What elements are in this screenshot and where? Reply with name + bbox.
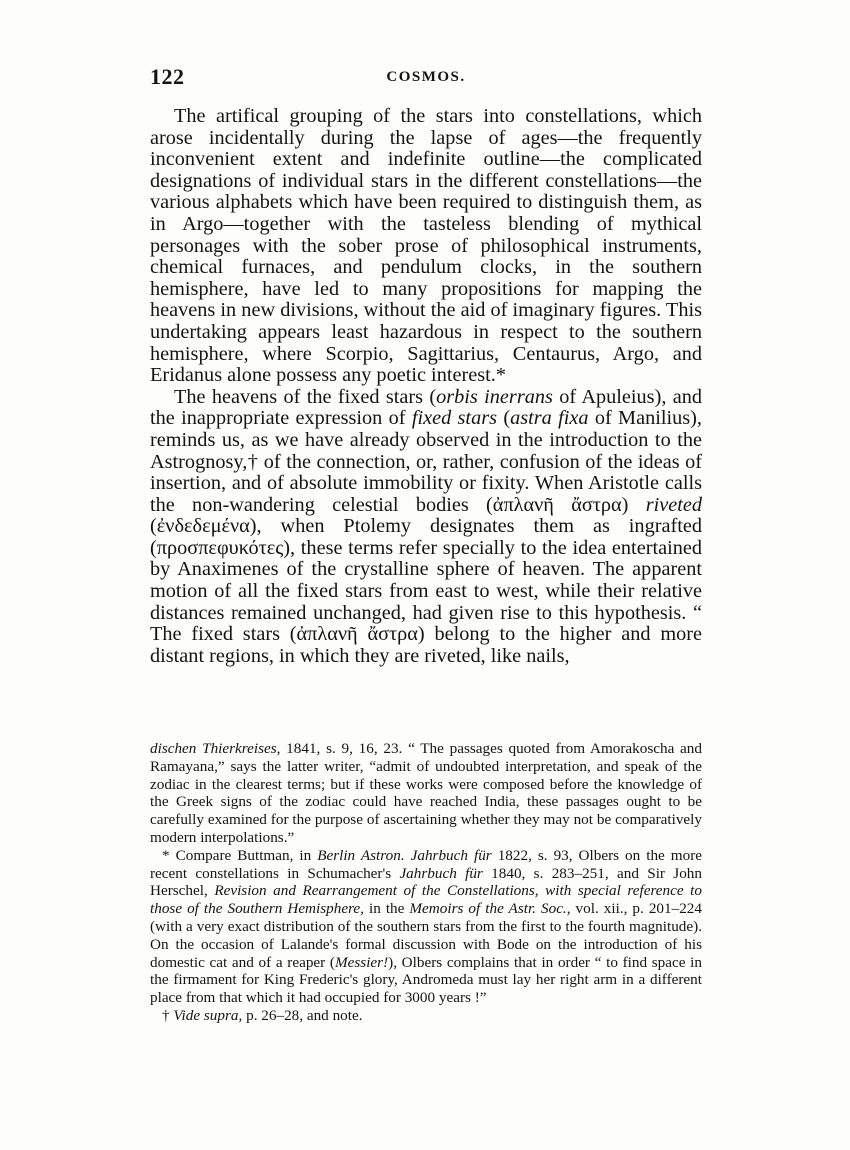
footnote-star: * Compare Buttman, in Berlin Astron. Jahrbuch für 1822, s. 93, Olbers on the more recent constellations in Schumacher's Jahrbuch für 1840, s. 283–251, and Sir John Herschel, Revision and Rearrangement of the Constellations, with special reference to those of the Southern Hemisphere, in the Memoirs of the Astr. Soc., vol. xii., p. 201–224 (with a very exact distribution of the southern stars from the first to the fourth magnitude). On the occasion of Lalande's formal discussion with Bode on the introduction of his domestic cat and of a reaper (Messier!), Olbers complains that in order “ to find space in the firmament for King Frederic's glory, Andromeda must lay her right arm in a different place from that which it had occupied for 3000 years !” [150,846,702,1007]
page-number: 122 [150,64,185,89]
paragraph-constellations: The artifical grouping of the stars into constellations, which arose incidentally during the lapse of ages—the frequently inconvenient extent and indefinite outline—the complicated designations of individual stars in the different constellations—the various alphabets which have been required to distinguish them, as in Argo—together with the tasteless blending of mythical personages with the sober prose of philosophical instruments, chemical furnaces, and pendulum clocks, in the southern hemisphere, have led to many propositions for mapping the heavens in new divisions, without the aid of imaginary figures. This undertaking appears least hazardous in respect to the southern hemisphere, where Scorpio, Sagittarius, Centaurus, Argo, and Eridanus alone possess any poetic interest.* [150,105,702,387]
page-header [150,64,702,94]
running-title: COSMOS. [386,69,466,85]
footnote-continued: dischen Thierkreises, 1841, s. 9, 16, 23. “ The passages quoted from Amorakoscha and Ramayana,” says the latter writer, “admit of undoubted interpretation, and speak of the zodiac in the clearest terms; but if these works were composed before the knowledge of the Greek signs of the zodiac could have reached India, these passages ought to be carefully examined for the purpose of ascertaining whether they may not be comparatively modern interpolations.” [150,740,702,846]
paragraph-fixed-stars: The heavens of the fixed stars (orbis inerrans of Apuleius), and the inappropriate expression of fixed stars (astra fixa of Manilius), reminds us, as we have already observed in the introduction to the Astrognosy,† of the connection, or, rather, confusion of the ideas of insertion, and of absolute immobility or fixity. When Aristotle calls the non-wandering celestial bodies (ἀπλανῆ ἄστρα) riveted (ἐνδεδεμένα), when Ptolemy designates them as ingrafted (προσπεφυκότες), these terms refer specially to the idea entertained by Anaximenes of the crystalline sphere of heaven. The apparent motion of all the fixed stars from east to west, while their relative distances remained unchanged, had given rise to this hypothesis. “ The fixed stars (ἀπλανῆ ἄστρα) belong to the higher and more distant regions, in which they are riveted, like nails, [150,385,703,667]
main-text [150,106,702,667]
footnote-dagger: † Vide supra, p. 26–28, and note. [162,1006,363,1024]
footnotes [150,740,702,1025]
